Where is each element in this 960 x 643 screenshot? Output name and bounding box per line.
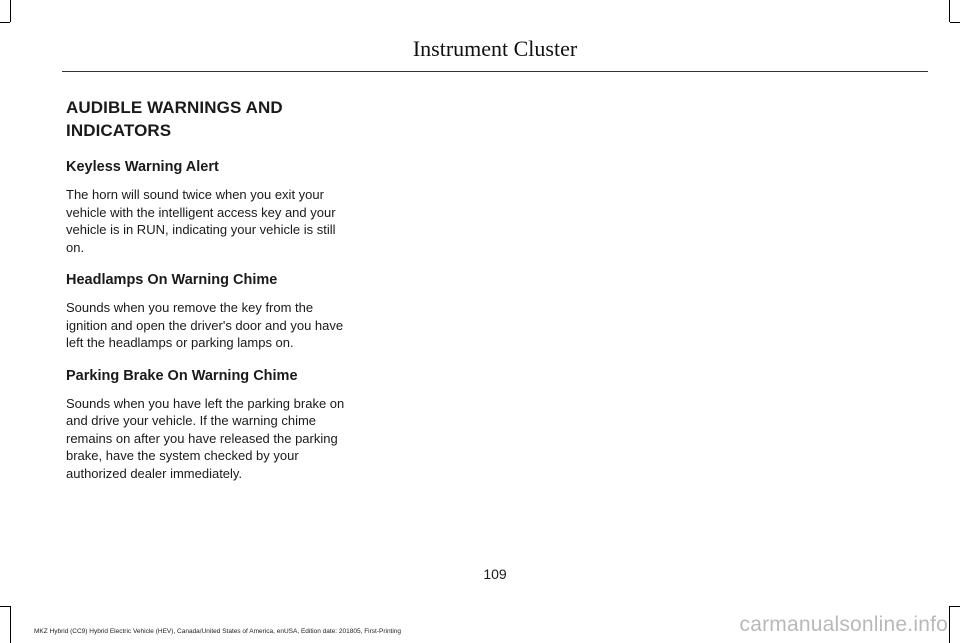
crop-mark-top-right-vertical [949, 0, 950, 22]
section-title-line2: INDICATORS [66, 121, 172, 140]
section-title [66, 96, 352, 142]
header-divider [62, 71, 928, 72]
crop-mark-top-left-vertical [10, 0, 11, 22]
paragraph-headlamps-chime: Sounds when you remove the key from the ignition and open the driver's door and you have left the headlamps or parking lamps on. [66, 300, 344, 350]
paragraph-keyless-warning: The horn will sound twice when you exit your vehicle with the intelligent access key and your vehicle is in RUN, indicating your vehicle is still on. [66, 187, 336, 255]
page-number: 109 [483, 566, 507, 582]
crop-mark-top-right-horizontal [950, 22, 960, 23]
crop-mark-bottom-right-horizontal [950, 606, 960, 607]
crop-mark-top-left-horizontal [0, 22, 10, 23]
page-header-title: Instrument Cluster [412, 36, 578, 61]
subsection-title-headlamps-chime: Headlamps On Warning Chime [66, 272, 278, 288]
crop-mark-bottom-right-vertical [949, 606, 950, 643]
footer-edition-info: MKZ Hybrid (CC9) Hybrid Electric Vehicle (HEV), Canada/United States of America, enUSA, Edition date: 201805, First-Printing [34, 628, 402, 635]
paragraph-parking-brake-chime: Sounds when you have left the parking brake on and drive your vehicle. If the warning chime remains on after you have released the parking brake, have the system checked by your authorized dealer immediately. [66, 395, 345, 481]
subsection-title-keyless-warning: Keyless Warning Alert [66, 159, 219, 175]
watermark: carmanualsonline.info [739, 613, 948, 636]
crop-mark-bottom-left-horizontal [0, 606, 10, 607]
section-title-line1: AUDIBLE WARNINGS AND [66, 98, 283, 117]
subsection-title-parking-brake-chime: Parking Brake On Warning Chime [66, 367, 298, 384]
crop-mark-bottom-left-vertical [10, 606, 11, 643]
main-content [66, 96, 352, 497]
